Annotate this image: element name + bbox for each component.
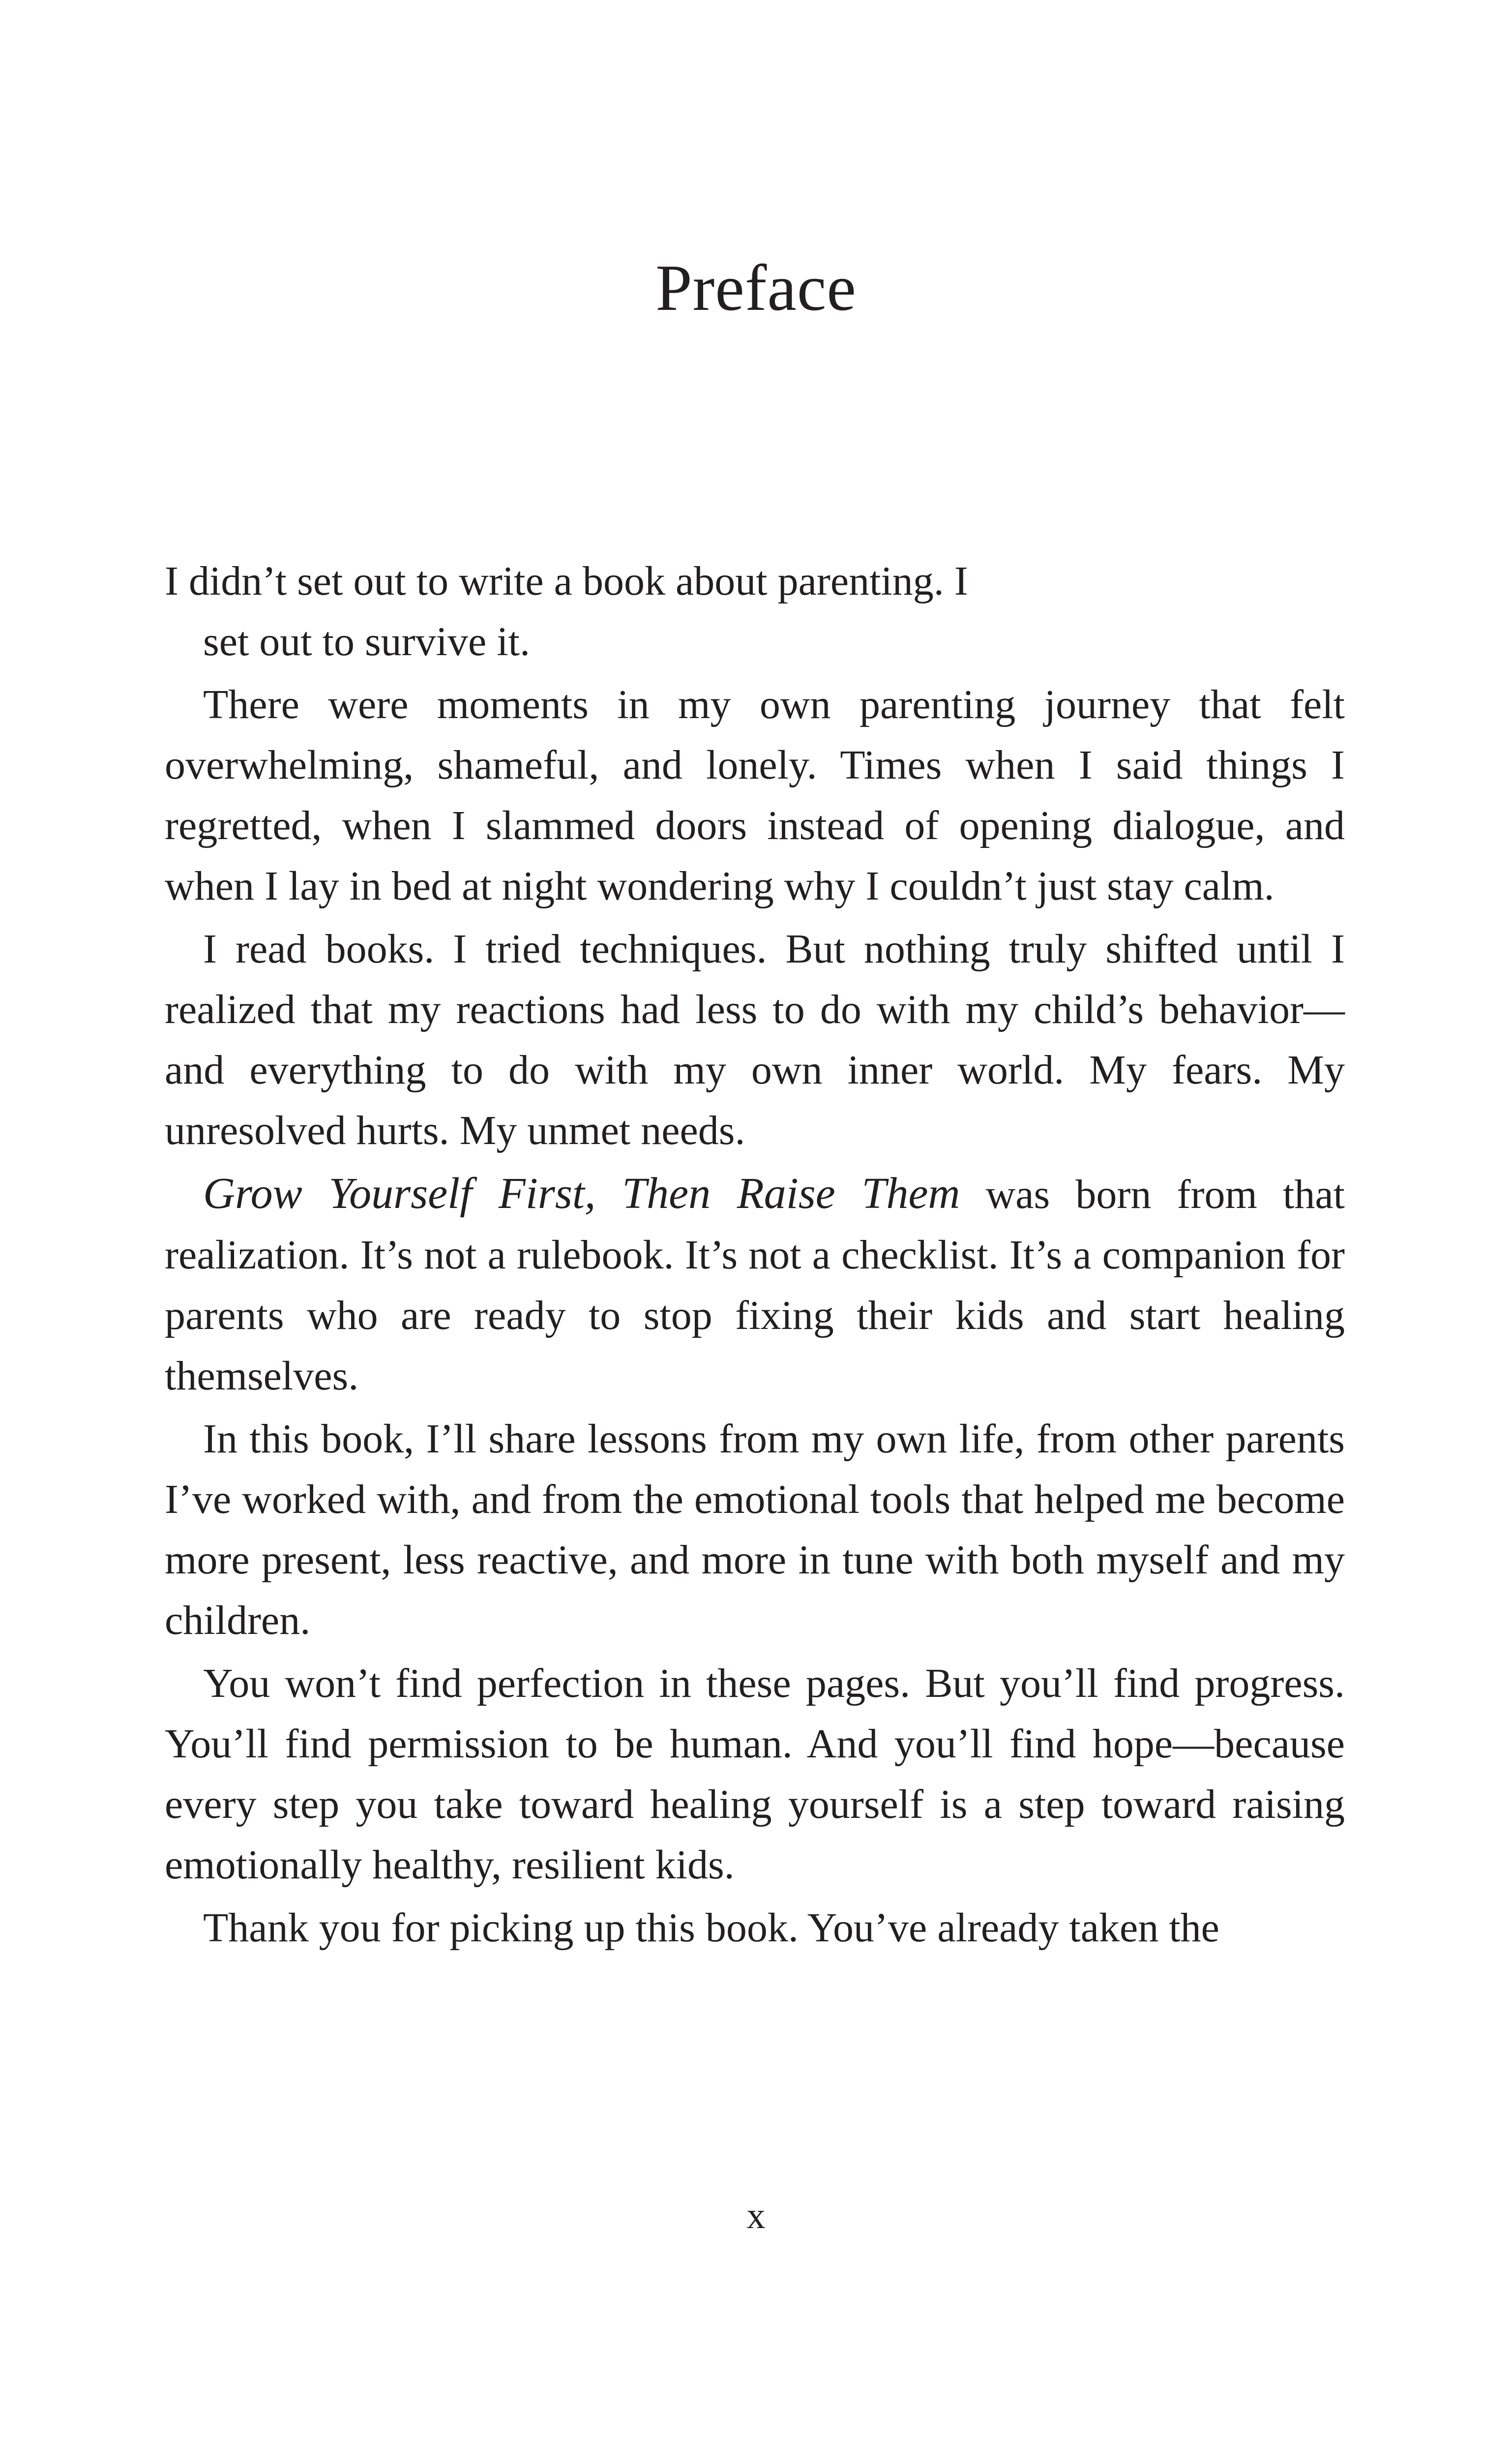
paragraph-2: There were moments in my own parenting journey that felt overwhelming, shameful, and lonely. Times when I said things I regretted, when I slammed doors instead of opening dialogue, and when I lay in bed at night wondering why I couldn’t just stay calm.: [165, 682, 1345, 909]
page-number: x: [746, 2195, 766, 2236]
paragraph-1-line-2: set out to survive it.: [203, 619, 530, 664]
paragraph-4: [165, 1163, 1345, 1406]
body-text: [165, 551, 1345, 1960]
paragraph-4-text: was born from that realization. It’s not a rulebook. It’s not a checklist. It’s a companion for parents who are ready to stop fixing their kids and start healing themselves.: [165, 1172, 1345, 1399]
paragraph-6: You won’t find perfection in these pages. But you’ll find progress. You’ll find permission to be human. And you’ll find hope—because every step you take toward healing yourself is a step toward raising emotionally healthy, resilient kids.: [165, 1660, 1345, 1888]
paragraph-1: [165, 551, 1345, 672]
chapter-title: Preface: [655, 251, 857, 324]
paragraph-3: I read books. I tried techniques. But nothing truly shifted until I realized that my reactions had less to do with my child’s behavior—and everything to do with my own inner world. My fears. My unresolved hurts. My unmet needs.: [165, 926, 1345, 1153]
paragraph-1-line-1: I didn’t set out to write a book about parenting. I: [165, 558, 968, 604]
book-title-italic: Grow Yourself First, Then Raise Them: [203, 1169, 960, 1218]
paragraph-5: In this book, I’ll share lessons from my own life, from other parents I’ve worked with, and from the emotional tools that helped me become more present, less reactive, and more in tune with both myself and my children.: [165, 1416, 1345, 1643]
paragraph-7: Thank you for picking up this book. You’ve already taken the: [203, 1905, 1219, 1951]
